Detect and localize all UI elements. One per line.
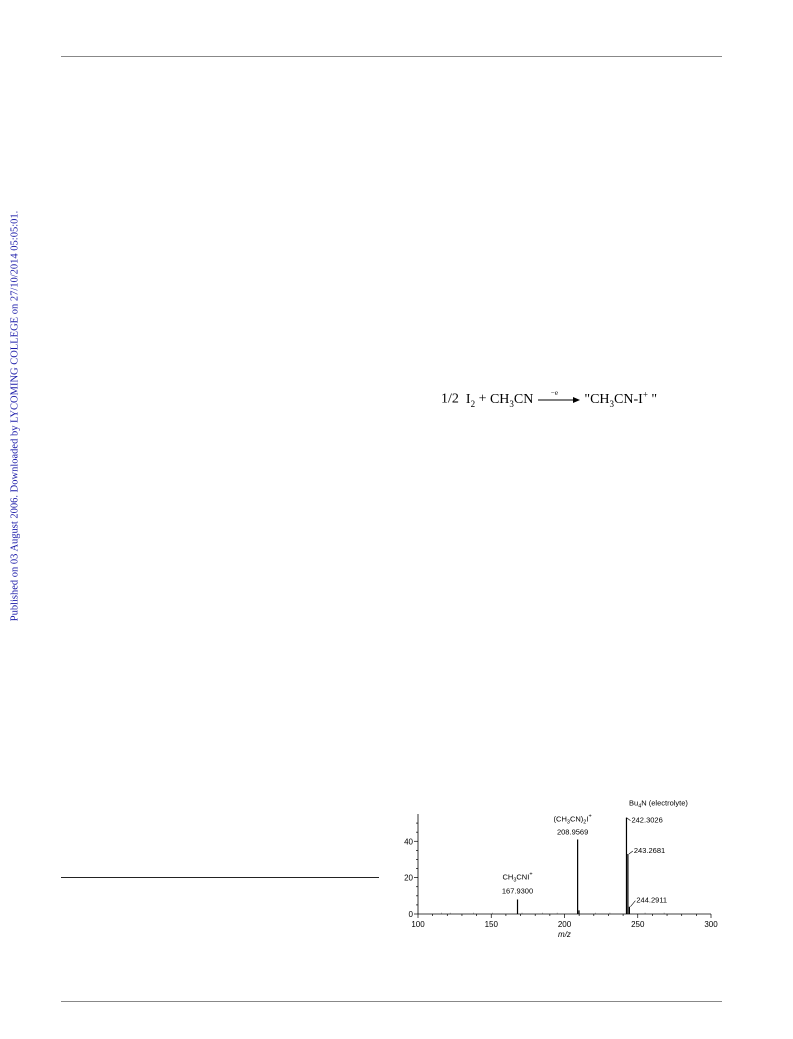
footer-rule <box>61 1001 722 1002</box>
peak-label-ch3cni: $CH_3CNI^+$ <box>502 871 533 884</box>
arrow-icon <box>537 392 581 406</box>
peak-value-244: 244.2911 <box>636 895 668 905</box>
header-rule <box>61 56 722 57</box>
download-banner[interactable]: Published on 03 August 2006. Downloaded by LYCOMING COLLEGE on 27/10/2014 05:05:01. <box>9 210 21 622</box>
reactant-iodine: $I_2$ <box>465 391 476 409</box>
x-tick-label: 250 <box>631 920 645 929</box>
peak-label-ch3cn2i: $(CH_3CN)_2I^+$ <box>553 813 592 826</box>
product-species: "$CH_3CN-I^+$ " <box>584 389 658 409</box>
peak-value-208: 208.9569 <box>556 827 589 837</box>
reaction-equation <box>441 384 657 413</box>
peak-value-167: 167.9300 <box>501 886 534 896</box>
peak-value-243: 243.2681 <box>633 846 666 855</box>
x-tick-label: 100 <box>411 920 425 929</box>
peak-value-242: 242.3026 <box>631 815 663 825</box>
plus-sign: + <box>478 391 487 407</box>
reactant-acetonitrile: $CH_3CN$ <box>489 391 534 409</box>
x-tick-label: 150 <box>484 920 498 929</box>
footnote-rule <box>61 877 379 878</box>
chart-labels <box>502 800 689 907</box>
coefficient: 1/2 <box>441 391 459 407</box>
x-axis-label: m/z <box>558 930 571 939</box>
callout-line <box>630 901 635 907</box>
peak-label-bu4n: $Bu_4N$ (electrolyte) <box>629 800 688 810</box>
reaction-arrow <box>537 389 581 406</box>
chart-peaks <box>441 815 664 914</box>
x-tick-label: 200 <box>557 920 572 929</box>
callout-line <box>629 851 633 854</box>
mass-spectrum-chart <box>386 800 722 950</box>
y-tick-label: 20 <box>404 873 413 883</box>
y-tick-label: 40 <box>404 837 413 847</box>
y-tick-label: 0 <box>408 910 413 919</box>
arrow-label: −e <box>550 389 558 398</box>
x-tick-label: 300 <box>704 920 718 929</box>
